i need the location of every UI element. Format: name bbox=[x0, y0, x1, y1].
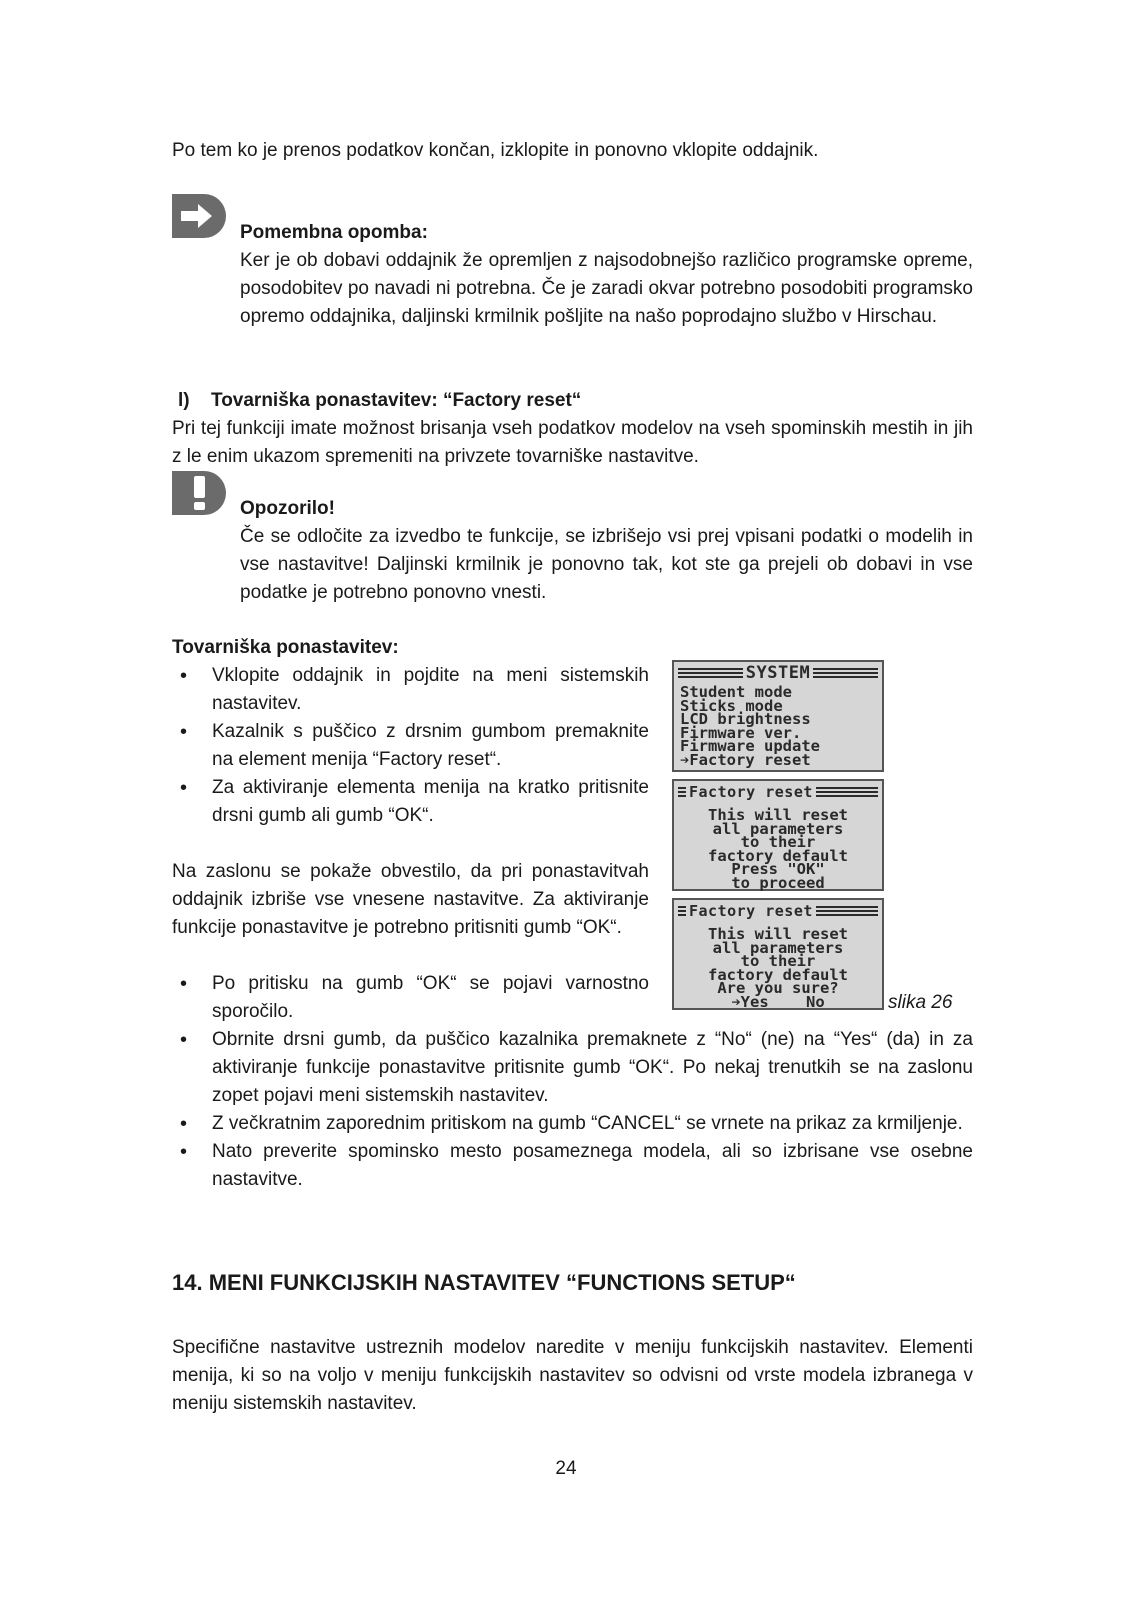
bullet-list-a bbox=[172, 662, 649, 830]
list-item: • Za aktiviranje elementa menija na kratko pritisnite drsni gumb ali gumb “OK“. bbox=[172, 774, 649, 830]
lcd-line: Firmware ver. bbox=[680, 723, 802, 742]
factory-heading: Tovarniška ponastavitev: bbox=[172, 637, 399, 658]
lcd-screen-reset-confirm bbox=[672, 898, 884, 1010]
lcd-title-bar bbox=[674, 900, 882, 922]
list-item: • Kazalnik s puščico z drsnim gumbom premaknite na element menija “Factory reset“. bbox=[172, 718, 649, 774]
exclamation-icon bbox=[172, 471, 226, 515]
lcd-title: SYSTEM bbox=[745, 663, 811, 683]
lcd-title-bar bbox=[674, 662, 882, 684]
lcd-title: Factory reset bbox=[689, 902, 813, 920]
section-marker: l) bbox=[178, 390, 190, 411]
lcd-line: Press "OK" bbox=[731, 860, 825, 878]
bullet-list-b bbox=[172, 970, 649, 1026]
section-14-text: Specifične nastavitve ustreznih modelov naredite v meniju funkcijskih nastavitev. Elementi menija, ki so na voljo v meniju funkcijskih nastavitev so odvisni od vrste modela izbranega v meniju sistemskih nastavitev. bbox=[172, 1337, 973, 1414]
section-14-heading: 14. MENI FUNKCIJSKIH NASTAVITEV “FUNCTIONS SETUP“ bbox=[172, 1270, 796, 1295]
list-item: • Obrnite drsni gumb, da puščico kazalnika premaknete z “No“ (ne) na “Yes“ (da) in za aktiviranje funkcije ponastavitve pritisnite gumb “OK“. Po nekaj trenutkih se na zaslonu zopet pojavi meni sistemskih nastavitev. bbox=[172, 1026, 973, 1110]
lcd-line: factory default bbox=[708, 965, 848, 984]
lcd-line: LCD brightness bbox=[680, 710, 811, 728]
lcd-line: Sticks mode bbox=[680, 696, 783, 715]
lcd-line: all parameters bbox=[712, 819, 844, 838]
lcd-line: This will reset bbox=[708, 925, 848, 943]
lcd-title-bar bbox=[674, 781, 882, 803]
warning-title: Opozorilo! bbox=[240, 498, 335, 519]
lcd-screen-system bbox=[672, 660, 884, 772]
list-item: • Z večkratnim zaporednim pritiskom na gumb “CANCEL“ se vrnete na prikaz za krmiljenje. bbox=[172, 1110, 973, 1138]
arrow-right-icon bbox=[172, 194, 226, 238]
page-number: 24 bbox=[555, 1458, 577, 1479]
lcd-screen-reset-info bbox=[672, 779, 884, 891]
section-text: Pri tej funkciji imate možnost brisanja vseh podatkov modelov na vseh spominskih mestih in jih z le enim ukazom spremeniti na privzete tovarniške nastavitve. bbox=[172, 418, 973, 467]
lcd-title: Factory reset bbox=[689, 783, 813, 801]
middle-text: Na zaslonu se pokaže obvestilo, da pri ponastavitvah oddajnik izbriše vse vnesene nastavitve. Za aktiviranje funkcije ponastavitve je potrebno pritisniti gumb “OK“. bbox=[172, 861, 649, 938]
intro-text: Po tem ko je prenos podatkov končan, izklopite in ponovno vklopite oddajnik. bbox=[172, 140, 819, 161]
lcd-line: ➔Yes No bbox=[731, 992, 825, 1011]
lcd-line: ➔Factory reset bbox=[680, 750, 811, 769]
section-title: Tovarniška ponastavitev: “Factory reset“ bbox=[211, 390, 582, 411]
warning-text: Če se odločite za izvedbo te funkcije, se izbrišejo vsi prej vpisani podatki o modelih in vse nastavitve! Daljinski krmilnik je ponovno tak, kot ste ga prejeli ob dobavi in vse podatke je potrebno ponovno vnesti. bbox=[240, 526, 973, 603]
figure-caption: slika 26 bbox=[888, 992, 953, 1013]
note-title: Pomembna opomba: bbox=[240, 222, 428, 243]
bullet-list-c bbox=[172, 1026, 973, 1194]
lcd-line: to proceed bbox=[731, 873, 825, 892]
lcd-line: This will reset bbox=[708, 806, 848, 824]
note-text: Ker je ob dobavi oddajnik že opremljen z najsodobnejšo različico programske opreme, posodobitev po navadi ni potrebna. Če je zaradi okvar potrebno posodobiti programsko opremo oddajnika, daljinski krmilnik pošljite na našo poprodajno službo v Hirschau. bbox=[240, 250, 973, 327]
lcd-line: Are you sure? bbox=[717, 979, 839, 997]
lcd-line: factory default bbox=[708, 846, 848, 865]
lcd-line: all parameters bbox=[712, 938, 844, 957]
lcd-line: to their bbox=[740, 833, 816, 851]
lcd-line: Student mode bbox=[680, 683, 792, 701]
list-item: • Nato preverite spominsko mesto posameznega modela, ali so izbrisane vse osebne nastavitve. bbox=[172, 1138, 973, 1194]
lcd-line: to their bbox=[740, 952, 816, 970]
list-item: • Vklopite oddajnik in pojdite na meni sistemskih nastavitev. bbox=[172, 662, 649, 718]
lcd-line: Firmware update bbox=[680, 737, 820, 755]
list-item: • Po pritisku na gumb “OK“ se pojavi varnostno sporočilo. bbox=[172, 970, 649, 1026]
